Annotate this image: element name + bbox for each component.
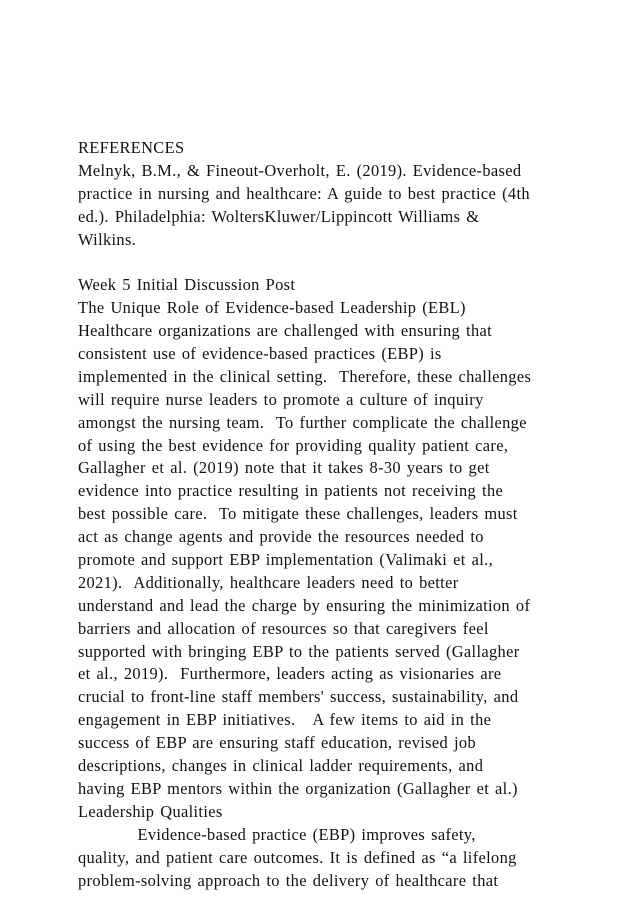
body-line: promote and support EBP implementation (Valimaki et al., (78, 550, 494, 570)
body-line: best possible care. To mitigate these challenges, leaders must (78, 504, 518, 524)
post-title: Week 5 Initial Discussion Post (78, 275, 296, 295)
body-line: Evidence-based practice (EBP) improves safety, (78, 824, 476, 844)
body-line: 2021). Additionally, healthcare leaders need to better (78, 572, 459, 592)
body-line: act as change agents and provide the resources needed to (78, 527, 484, 547)
references-heading: REFERENCES (78, 138, 185, 157)
body-line: descriptions, changes in clinical ladder requirements, and (78, 756, 484, 776)
body-line: et al., 2019). Furthermore, leaders acting as visionaries are (78, 664, 502, 684)
body-line: quality, and patient care outcomes. It is defined as “a lifelong (78, 847, 517, 867)
reference-line: ed.). Philadelphia: WoltersKluwer/Lippincott Williams & (78, 206, 480, 226)
body-line: will require nurse leaders to promote a culture of inquiry (78, 389, 484, 409)
body-line: engagement in EBP initiatives. A few items to aid in the (78, 710, 492, 730)
body-line: amongst the nursing team. To further complicate the challenge (78, 412, 527, 432)
body-line: implemented in the clinical setting. Therefore, these challenges (78, 366, 532, 386)
reference-line: practice in nursing and healthcare: A guide to best practice (4th (78, 183, 530, 203)
body-line: Healthcare organizations are challenged with ensuring that (78, 321, 493, 341)
section-heading: The Unique Role of Evidence-based Leadership (EBL) (78, 298, 466, 318)
subsection-heading: Leadership Qualities (78, 801, 223, 821)
reference-line: Wilkins. (78, 229, 137, 249)
body-line: consistent use of evidence-based practices (EBP) is (78, 344, 442, 364)
body-line: barriers and allocation of resources so that caregivers feel (78, 618, 489, 638)
paragraph-spacer (78, 251, 618, 274)
body-line: crucial to front-line staff members' success, sustainability, and (78, 687, 519, 707)
body-line: having EBP mentors within the organization (Gallagher et al.) (78, 778, 518, 798)
body-line: success of EBP are ensuring staff education, revised job (78, 733, 477, 753)
body-line: supported with bringing EBP to the patients served (Gallagher (78, 641, 520, 661)
body-line: understand and lead the charge by ensuring the minimization of (78, 595, 531, 615)
body-line: of using the best evidence for providing quality patient care, (78, 435, 509, 455)
body-line: Gallagher et al. (2019) note that it takes 8-30 years to get (78, 458, 490, 478)
body-line: evidence into practice resulting in patients not receiving the (78, 481, 504, 501)
reference-line: Melnyk, B.M., & Fineout-Overholt, E. (2019). Evidence-based (78, 160, 522, 180)
document-text (78, 137, 618, 892)
body-line: problem-solving approach to the delivery of healthcare that (78, 870, 499, 890)
